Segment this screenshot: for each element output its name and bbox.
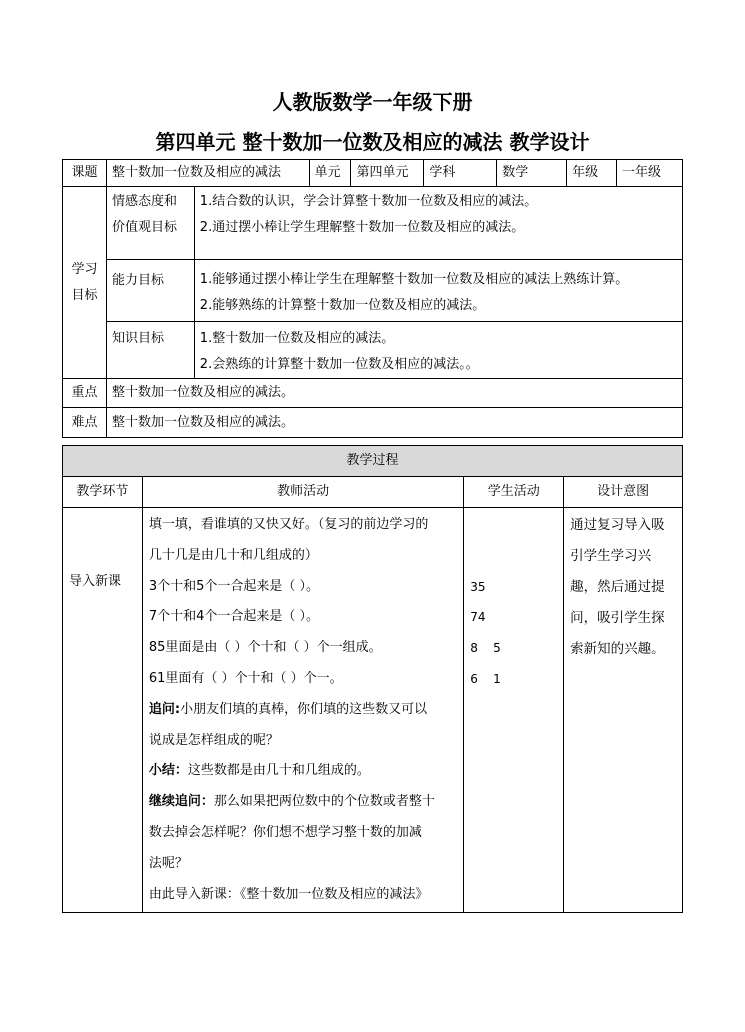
teacher-line xyxy=(149,726,457,757)
teacher-line-text: 3个十和5个一合起来是（ ）。 xyxy=(148,578,320,594)
teacher-line-text: 由此导入新课：《整十数加一位数及相应的减法》 xyxy=(148,886,429,902)
teacher-line xyxy=(149,880,457,911)
objectives-group-label: 学习 目标 xyxy=(63,187,107,379)
teacher-line-lead: 追问: xyxy=(148,701,181,717)
student-line xyxy=(470,510,557,541)
objective-item: 1.整十数加一位数及相应的减法。 xyxy=(199,331,395,346)
student-line: 8 5 xyxy=(470,641,501,656)
teacher-line-text: 数去掉会怎样呢？你们想不想学习整十数的加减 xyxy=(148,824,422,840)
teacher-line-text: 那么如果把两位数中的个位数或者整十 xyxy=(213,794,435,810)
teacher-line xyxy=(149,510,457,541)
objective-item: 2.能够熟练的计算整十数加一位数及相应的减法。 xyxy=(199,298,486,313)
teacher-line xyxy=(149,602,457,633)
lesson-info-table xyxy=(62,159,683,438)
objective-item: 2.会熟练的计算整十数加一位数及相应的减法。。 xyxy=(199,357,479,372)
design-purpose: 通过复习导入吸引学生学习兴趣，然后通过提问，吸引学生探索新知的兴趣。 xyxy=(564,508,683,913)
process-heading: 教学过程 xyxy=(63,446,683,477)
teacher-line xyxy=(149,756,457,787)
teacher-line-text: 85里面是由（ ）个十和（ ）个一组成。 xyxy=(148,640,382,656)
student-activity xyxy=(464,508,564,913)
student-line xyxy=(470,787,557,818)
doc-subtitle: 第四单元 整十数加一位数及相应的减法 教学设计 xyxy=(155,130,590,154)
difficulty-label: 难点 xyxy=(63,408,107,438)
teacher-line-text: 7个十和4个一合起来是（ ）。 xyxy=(148,609,320,625)
student-line xyxy=(470,849,557,880)
grade-label: 年级 xyxy=(567,160,617,187)
objective-label-knowledge: 知识目标 xyxy=(106,322,194,379)
lesson-value: 整十数加一位数及相应的减法 xyxy=(106,160,309,187)
key-point-label: 重点 xyxy=(63,379,107,408)
teacher-line xyxy=(149,695,457,726)
student-line xyxy=(470,695,557,726)
unit-value: 第四单元 xyxy=(351,160,424,187)
student-line: 6 1 xyxy=(470,671,501,686)
objective-item: 1.结合数的认识，学会计算整十数加一位数及相应的减法。 xyxy=(199,194,538,209)
student-line: 74 xyxy=(470,610,486,625)
teacher-line-text: 小朋友们填的真棒，你们填的这些数又可以 xyxy=(180,701,428,717)
difficulty-value: 整十数加一位数及相应的减法。 xyxy=(106,408,682,438)
objective-item: 1.能够通过摆小棒让学生在理解整十数加一位数及相应的减法上熟练计算。 xyxy=(199,272,629,287)
teacher-line-text: 法呢？ xyxy=(148,855,188,871)
teacher-line xyxy=(149,849,457,880)
teacher-line-lead: 继续追问： xyxy=(148,794,214,810)
teacher-line-text: 61里面有（ ）个十和（ ）个一。 xyxy=(148,670,343,686)
key-point-value: 整十数加一位数及相应的减法。 xyxy=(106,379,682,408)
student-line xyxy=(470,756,557,787)
unit-label: 单元 xyxy=(309,160,351,187)
col-header-student: 学生活动 xyxy=(464,477,564,508)
grade-value: 一年级 xyxy=(617,160,683,187)
teacher-line-text: 说成是怎样组成的呢？ xyxy=(148,732,279,748)
objective-label-emotion: 情感态度和价值观目标 xyxy=(106,187,194,260)
teacher-line xyxy=(149,572,457,603)
teacher-line xyxy=(149,818,457,849)
doc-title: 人教版数学一年级下册 xyxy=(272,90,473,114)
col-header-purpose: 设计意图 xyxy=(564,477,683,508)
student-line xyxy=(470,880,557,911)
teaching-process-table xyxy=(62,445,683,913)
lesson-label: 课题 xyxy=(63,160,107,187)
objective-label-ability: 能力目标 xyxy=(106,260,194,322)
teacher-activity xyxy=(142,508,463,913)
subject-value: 数学 xyxy=(497,160,567,187)
teacher-line xyxy=(149,787,457,818)
teacher-line xyxy=(149,664,457,695)
teacher-line xyxy=(149,541,457,572)
teacher-line-text: 填一填，看谁填的又快又好。（复习的前边学习的 xyxy=(148,517,429,532)
student-line xyxy=(470,541,557,572)
col-header-teacher: 教师活动 xyxy=(142,477,463,508)
col-header-step: 教学环节 xyxy=(63,477,143,508)
objective-item: 2.通过摆小棒让学生理解整十数加一位数及相应的减法。 xyxy=(199,220,525,235)
student-line: 35 xyxy=(470,579,486,594)
student-line xyxy=(470,818,557,849)
subject-label: 学科 xyxy=(424,160,497,187)
teacher-line xyxy=(149,633,457,664)
student-line xyxy=(470,726,557,757)
teacher-line-lead: 小结： xyxy=(148,763,188,779)
teacher-line-text: 这些数都是由几十和几组成的。 xyxy=(187,763,370,779)
teacher-line-text: 几十几是由几十和几组成的） xyxy=(148,547,318,563)
step-name: 导入新课 xyxy=(63,508,143,913)
